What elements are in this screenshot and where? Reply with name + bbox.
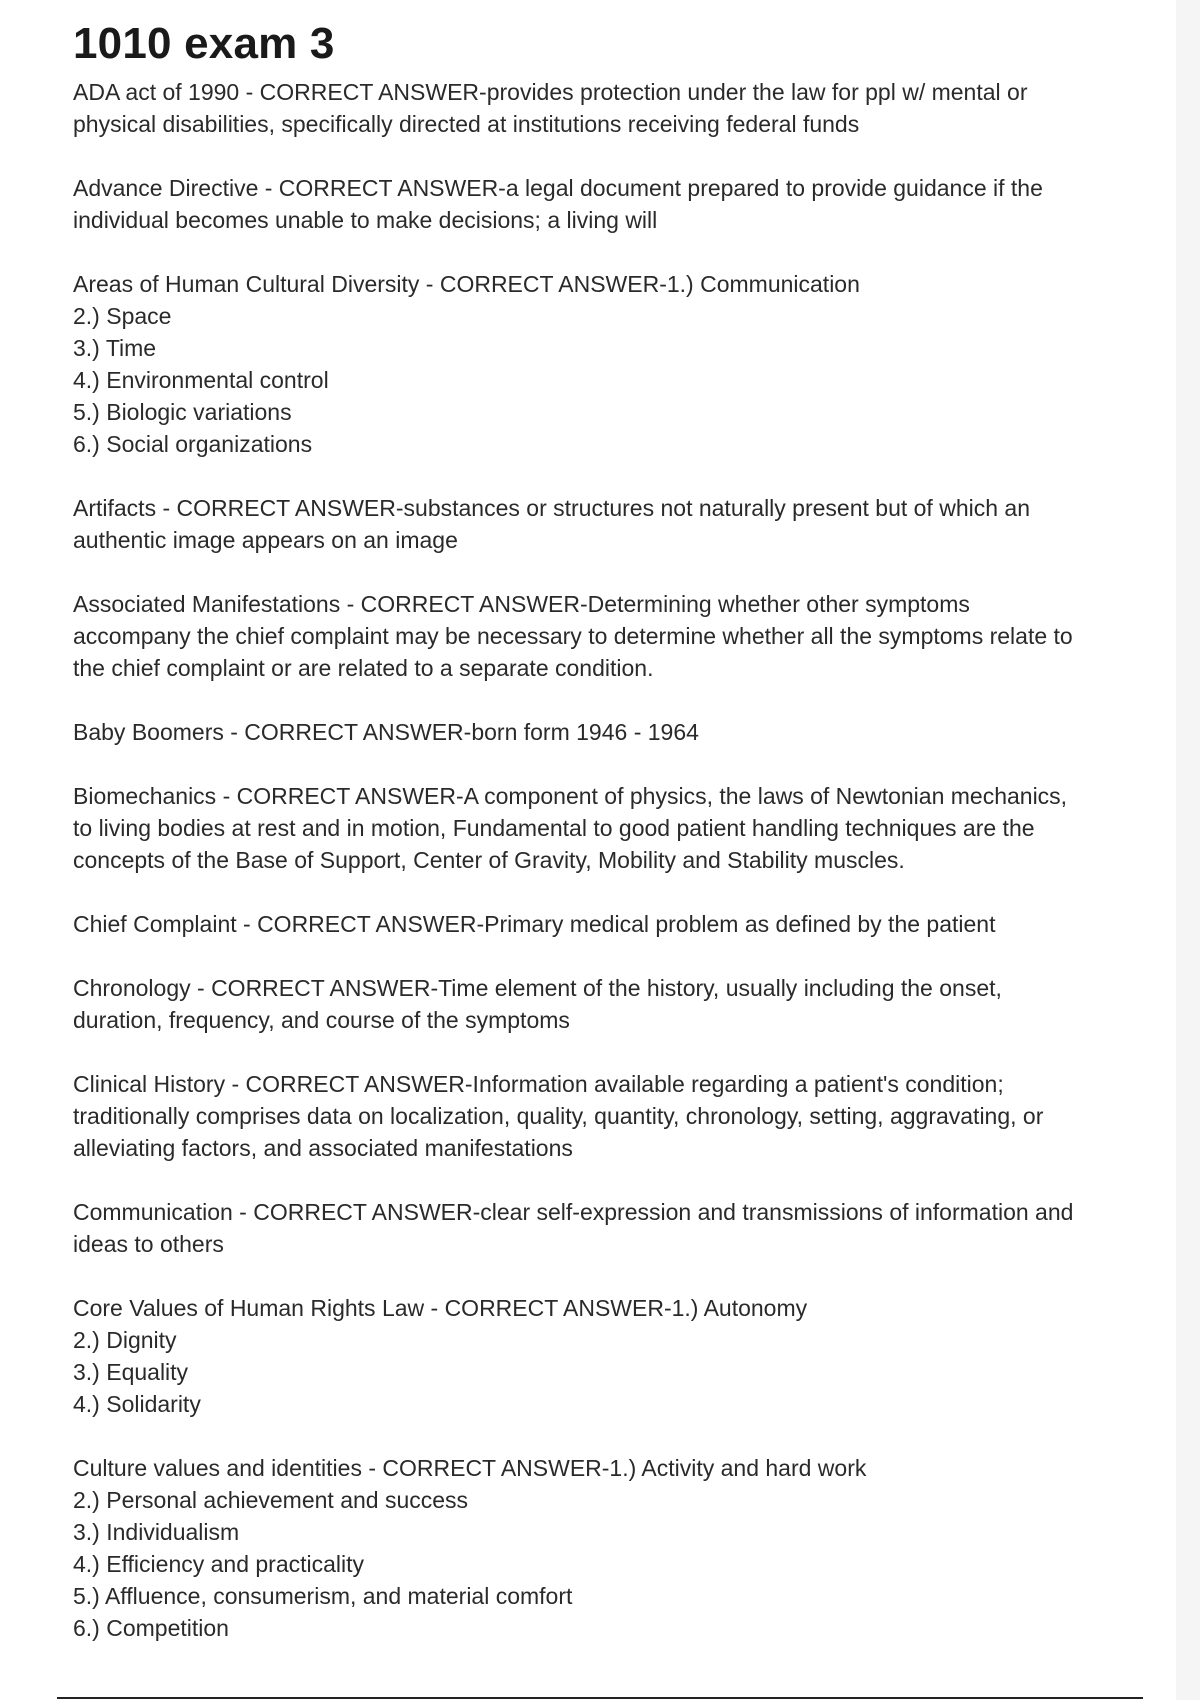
entry-term-line: Chief Complaint - CORRECT ANSWER-Primary medical problem as defined by the patient bbox=[73, 911, 996, 937]
page-divider bbox=[57, 1697, 1143, 1699]
flashcard-entry bbox=[73, 76, 1163, 140]
entry-term-line: Chronology - CORRECT ANSWER-Time element of the history, usually including the onset, bbox=[73, 975, 1002, 1001]
entry-continuation-line: individual becomes unable to make decisions; a living will bbox=[73, 207, 658, 233]
flashcard-entry bbox=[73, 172, 1163, 236]
entry-continuation-line: accompany the chief complaint may be necessary to determine whether all the symptoms relate to bbox=[73, 623, 1073, 649]
entry-term-line: Associated Manifestations - CORRECT ANSWER-Determining whether other symptoms bbox=[73, 591, 970, 617]
entry-continuation-line: 4.) Efficiency and practicality bbox=[73, 1551, 365, 1577]
entries-list bbox=[73, 76, 1163, 1644]
flashcard-entry bbox=[73, 268, 1163, 460]
entry-continuation-line: 2.) Personal achievement and success bbox=[73, 1487, 469, 1513]
entry-term-line: Clinical History - CORRECT ANSWER-Information available regarding a patient's condition; bbox=[73, 1071, 1004, 1097]
entry-continuation-line: 4.) Solidarity bbox=[73, 1391, 201, 1417]
entry-continuation-line: 3.) Equality bbox=[73, 1359, 189, 1385]
flashcard-entry bbox=[73, 908, 1163, 940]
flashcard-entry bbox=[73, 780, 1163, 876]
entry-term-line: ADA act of 1990 - CORRECT ANSWER-provides protection under the law for ppl w/ mental or bbox=[73, 79, 1028, 105]
flashcard-entry bbox=[73, 1292, 1163, 1420]
document-content bbox=[73, 18, 1163, 1676]
entry-continuation-line: physical disabilities, specifically directed at institutions receiving federal funds bbox=[73, 111, 860, 137]
flashcard-entry bbox=[73, 716, 1163, 748]
entry-continuation-line: alleviating factors, and associated manifestations bbox=[73, 1135, 573, 1161]
entry-continuation-line: 5.) Biologic variations bbox=[73, 399, 292, 425]
flashcard-entry bbox=[73, 492, 1163, 556]
entry-term-line: Communication - CORRECT ANSWER-clear self-expression and transmissions of information and bbox=[73, 1199, 1074, 1225]
document-title: 1010 exam 3 bbox=[73, 19, 335, 68]
entry-continuation-line: 6.) Social organizations bbox=[73, 431, 313, 457]
entry-continuation-line: 4.) Environmental control bbox=[73, 367, 329, 393]
entry-continuation-line: 2.) Space bbox=[73, 303, 172, 329]
entry-term-line: Advance Directive - CORRECT ANSWER-a legal document prepared to provide guidance if the bbox=[73, 175, 1043, 201]
entry-continuation-line: the chief complaint or are related to a separate condition. bbox=[73, 655, 654, 681]
entry-continuation-line: 3.) Time bbox=[73, 335, 157, 361]
entry-continuation-line: concepts of the Base of Support, Center of Gravity, Mobility and Stability muscles. bbox=[73, 847, 905, 873]
entry-term-line: Artifacts - CORRECT ANSWER-substances or structures not naturally present but of which an bbox=[73, 495, 1030, 521]
flashcard-entry bbox=[73, 1452, 1163, 1644]
entry-continuation-line: 6.) Competition bbox=[73, 1615, 229, 1641]
entry-term-line: Biomechanics - CORRECT ANSWER-A component of physics, the laws of Newtonian mechanics, bbox=[73, 783, 1068, 809]
entry-continuation-line: ideas to others bbox=[73, 1231, 224, 1257]
entry-term-line: Baby Boomers - CORRECT ANSWER-born form 1946 - 1964 bbox=[73, 719, 699, 745]
entry-continuation-line: duration, frequency, and course of the symptoms bbox=[73, 1007, 570, 1033]
flashcard-entry bbox=[73, 1196, 1163, 1260]
entry-term-line: Culture values and identities - CORRECT ANSWER-1.) Activity and hard work bbox=[73, 1455, 867, 1481]
entry-continuation-line: 2.) Dignity bbox=[73, 1327, 177, 1353]
flashcard-entry bbox=[73, 588, 1163, 684]
entry-continuation-line: authentic image appears on an image bbox=[73, 527, 458, 553]
entry-continuation-line: 3.) Individualism bbox=[73, 1519, 240, 1545]
flashcard-entry bbox=[73, 1068, 1163, 1164]
entry-continuation-line: 5.) Affluence, consumerism, and material comfort bbox=[73, 1583, 573, 1609]
flashcard-entry bbox=[73, 972, 1163, 1036]
entry-term-line: Core Values of Human Rights Law - CORRECT ANSWER-1.) Autonomy bbox=[73, 1295, 808, 1321]
entry-continuation-line: traditionally comprises data on localization, quality, quantity, chronology, setting, aggravating, or bbox=[73, 1103, 1044, 1129]
entry-term-line: Areas of Human Cultural Diversity - CORRECT ANSWER-1.) Communication bbox=[73, 271, 860, 297]
entry-continuation-line: to living bodies at rest and in motion, Fundamental to good patient handling techniques are the bbox=[73, 815, 1035, 841]
